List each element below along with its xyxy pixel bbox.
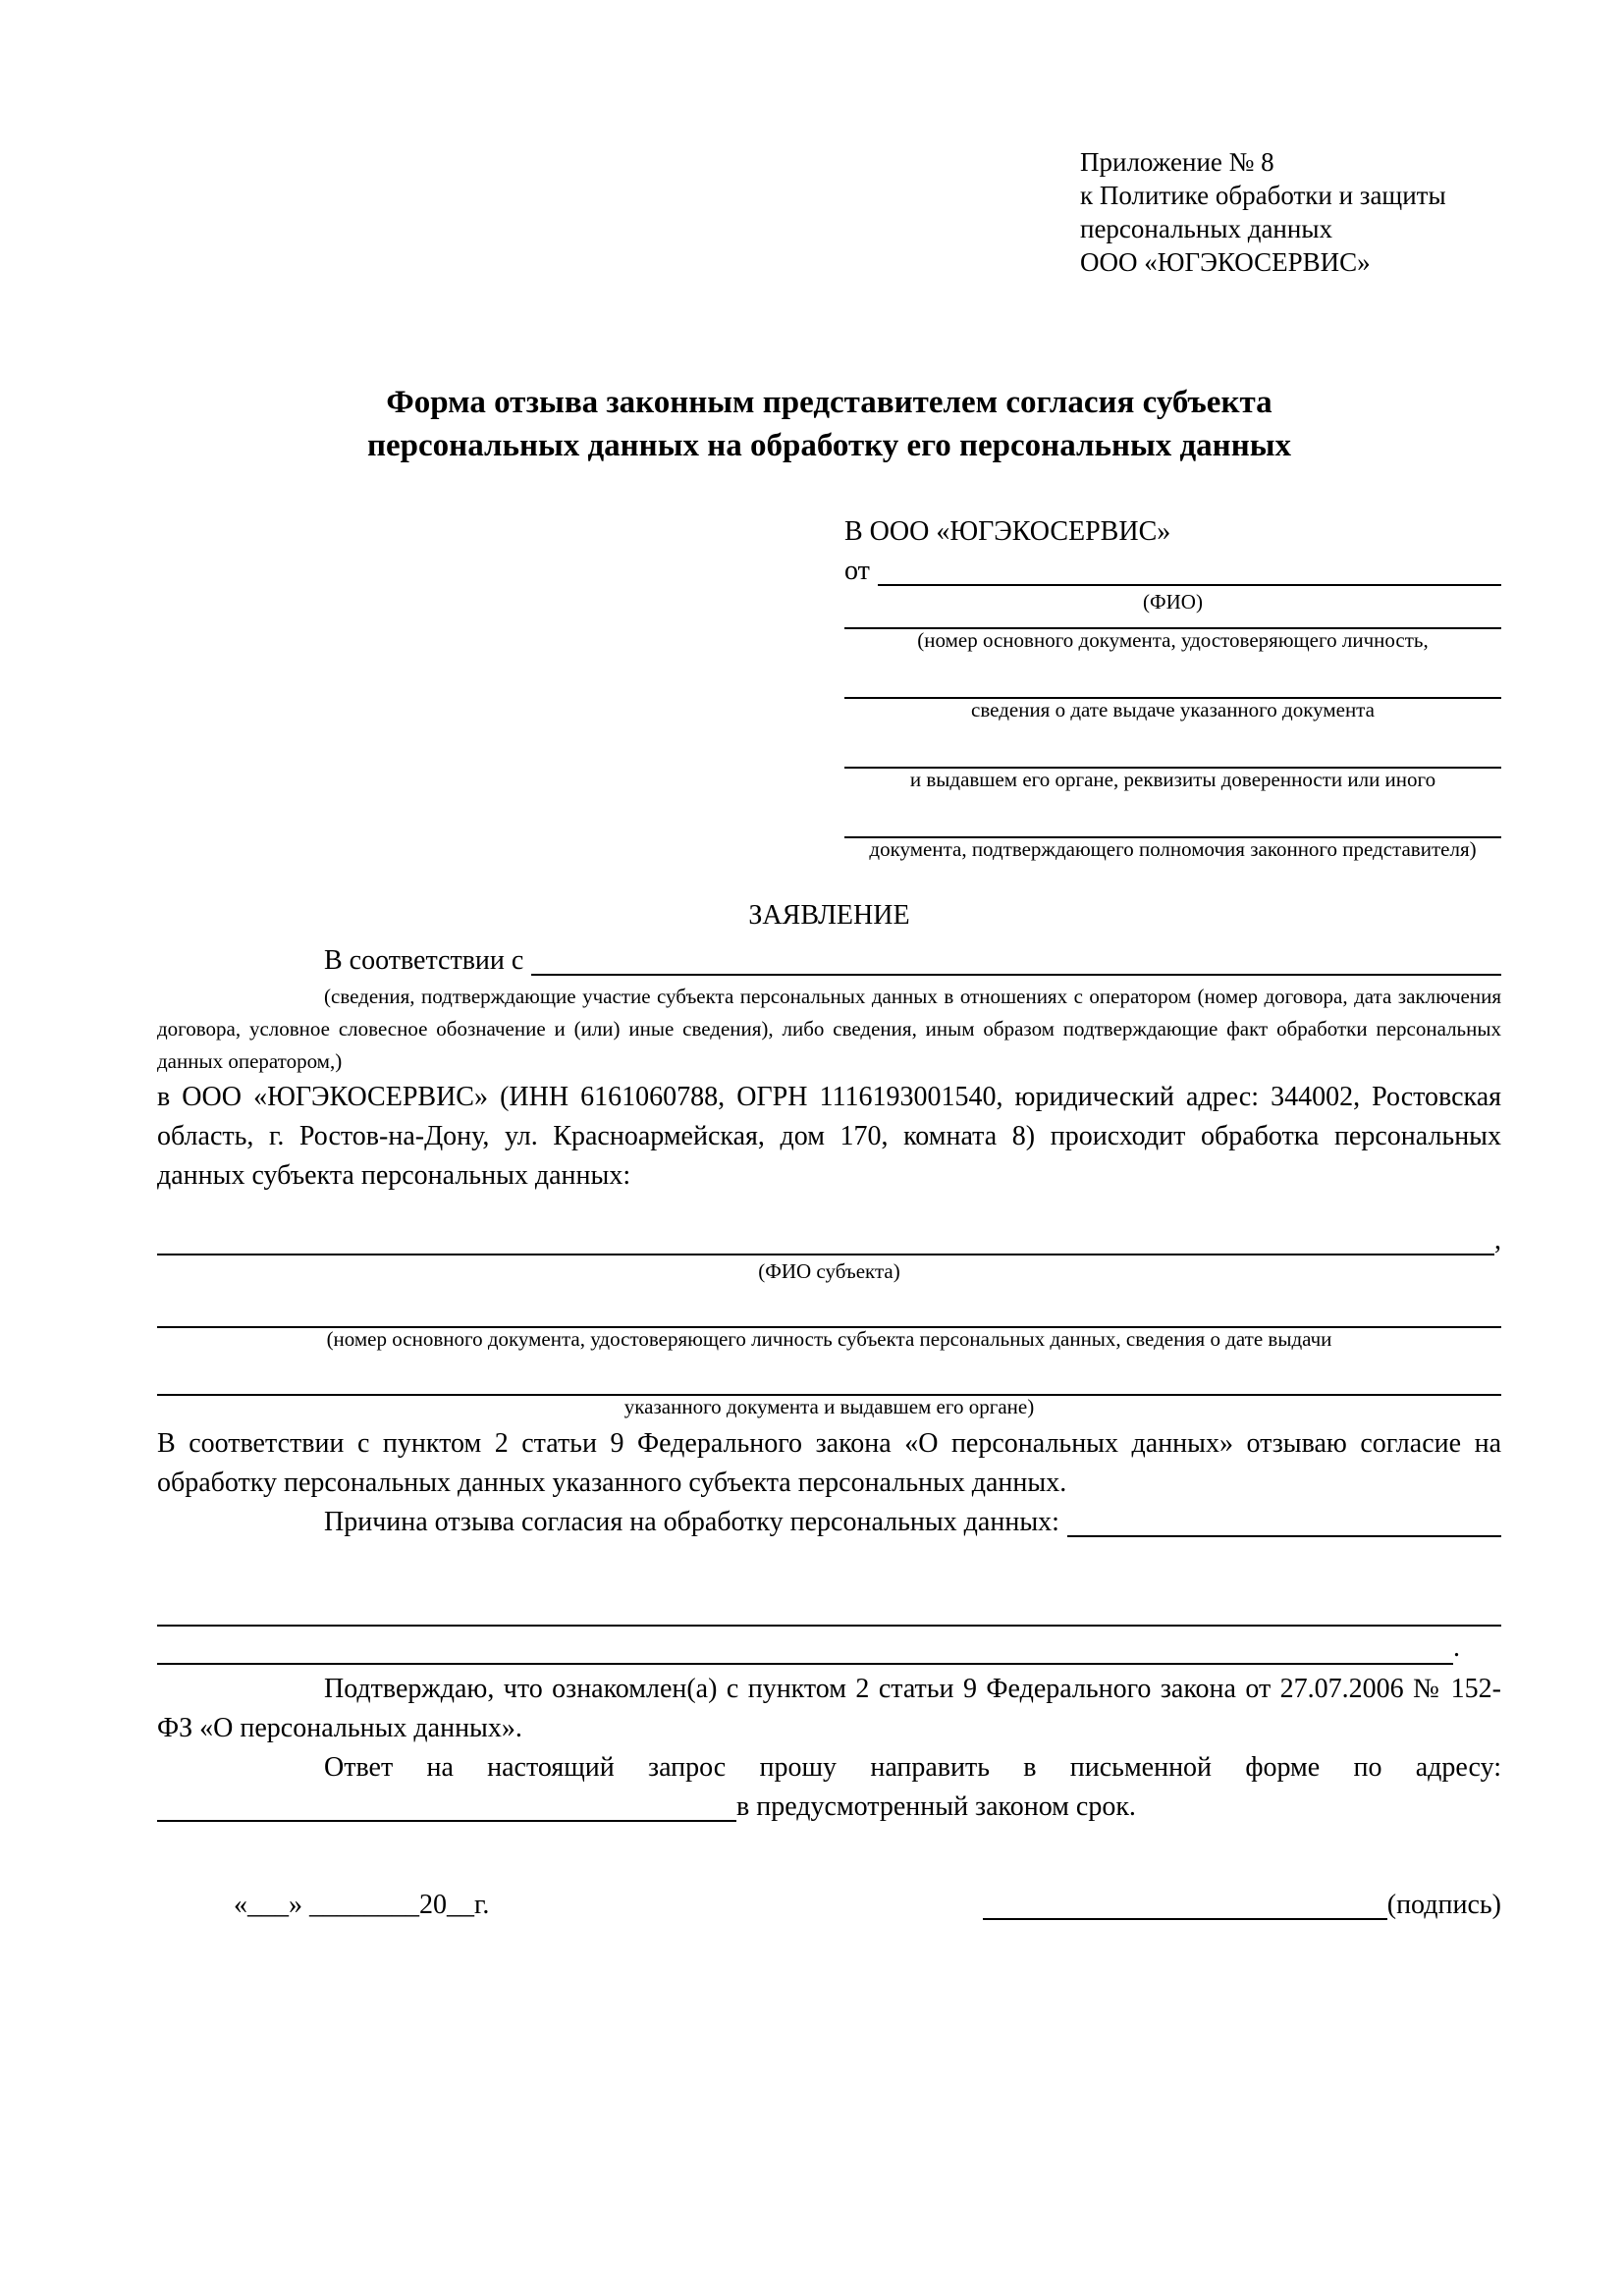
subject-doc-unit-2 xyxy=(157,1351,1501,1418)
reason-line2-period: . xyxy=(1453,1632,1460,1663)
reply-address-input-line[interactable] xyxy=(157,1788,736,1822)
intro-prefix: В соответствии с xyxy=(324,945,524,976)
withdrawal-paragraph: В соответствии с пунктом 2 статьи 9 Федерального закона «О персональных данных» отзываю согласие на обработку персональных данных указанного субъекта персональных данных. xyxy=(157,1428,1501,1498)
signature-input-line[interactable] xyxy=(983,1886,1387,1920)
subject-fio-input-line[interactable] xyxy=(157,1221,1494,1255)
operator-paragraph: в ООО «ЮГЭКОСЕРВИС» (ИНН 6161060788, ОГРН 1116193001540, юридический адрес: 344002, Ростовская область, г. Ростов-на-Дону, ул. Красноармейская, дом 170, комната 8) происходит обработка персональных данных субъекта персональных данных: xyxy=(157,1082,1501,1191)
representative-doc-input-line-3[interactable] xyxy=(844,721,1501,769)
signature-row xyxy=(157,1886,1501,1925)
subject-doc-unit-1 xyxy=(157,1283,1501,1351)
appendix-header xyxy=(1080,145,1501,279)
reason-prefix: Причина отзыва согласия на обработку персональных данных: xyxy=(324,1507,1059,1537)
appendix-header-line-3: персональных данных xyxy=(1080,214,1332,243)
subject-doc-input-line-1[interactable] xyxy=(157,1283,1501,1328)
reply-address-row xyxy=(157,1788,1501,1827)
basis-input-line[interactable] xyxy=(531,941,1501,976)
representative-doc-caption-3: и выдавшем его органе, реквизиты доверенности или иного xyxy=(909,768,1436,791)
representative-fio-input-line[interactable] xyxy=(878,552,1501,586)
representative-doc-unit-3 xyxy=(844,721,1501,791)
appendix-header-line-4: ООО «ЮГЭКОСЕРВИС» xyxy=(1080,247,1371,277)
addressee-to: В ООО «ЮГЭКОСЕРВИС» xyxy=(844,516,1171,547)
intro-row xyxy=(157,941,1501,981)
date-field[interactable]: «___» ________20__г. xyxy=(234,1890,490,1920)
representative-doc-input-line-2[interactable] xyxy=(844,652,1501,699)
document-title: Форма отзыва законным представителем согласия субъекта персональных данных на обработку его персональных данных xyxy=(367,385,1291,463)
reply-suffix: в предусмотренный законом срок. xyxy=(736,1791,1136,1822)
representative-fio-caption: (ФИО) xyxy=(1143,590,1203,614)
reason-row xyxy=(157,1503,1501,1542)
reason-extra-input-line-2[interactable] xyxy=(157,1627,1453,1665)
appendix-header-line-2: к Политике обработки и защиты xyxy=(1080,181,1446,210)
representative-doc-unit-1 xyxy=(844,614,1501,652)
representative-doc-unit-4 xyxy=(844,791,1501,861)
signature-caption: (подпись) xyxy=(1386,1890,1501,1920)
statement-heading: ЗАЯВЛЕНИЕ xyxy=(748,900,910,931)
representative-doc-caption-1: (номер основного документа, удостоверяющего личность, xyxy=(917,628,1429,652)
reason-input-line[interactable] xyxy=(1067,1503,1501,1537)
acknowledgement-paragraph: Подтверждаю, что ознакомлен(а) с пунктом 2 статьи 9 Федерального закона от 27.07.2006 № 152-ФЗ «О персональных данных». xyxy=(157,1674,1501,1743)
reason-extra-row-2 xyxy=(157,1627,1501,1670)
subject-fio-row xyxy=(157,1221,1501,1260)
representative-doc-input-line-4[interactable] xyxy=(844,791,1501,838)
subject-doc-input-line-2[interactable] xyxy=(157,1351,1501,1396)
addressee-block xyxy=(844,512,1501,861)
subject-doc-caption-2: указанного документа и выдавшем его органе) xyxy=(623,1395,1035,1418)
addressee-from-label: от xyxy=(844,556,870,586)
representative-doc-input-line-1[interactable] xyxy=(844,614,1501,629)
subject-fio-caption: (ФИО субъекта) xyxy=(758,1259,900,1283)
representative-doc-caption-2: сведения о дате выдаче указанного документа xyxy=(971,698,1375,721)
reason-extra-input-line-1[interactable] xyxy=(157,1566,1501,1627)
reply-request-paragraph: Ответ на настоящий запрос прошу направить в письменной форме по адресу: xyxy=(324,1752,1501,1783)
addressee-from-row xyxy=(844,552,1501,591)
representative-doc-unit-2 xyxy=(844,652,1501,721)
subject-fio-comma: , xyxy=(1494,1225,1501,1255)
signature-group xyxy=(983,1886,1501,1925)
representative-doc-caption-4: документа, подтверждающего полномочия законного представителя) xyxy=(869,837,1477,861)
appendix-header-line-1: Приложение № 8 xyxy=(1080,147,1274,177)
fine-print-note: (сведения, подтверждающие участие субъекта персональных данных в отношениях с оператором (номер договора, дата заключения договора, условное словесное обозначение и (или) иные сведения), либо сведения, иным образом подтверждающие факт обработки персональных данных оператором,) xyxy=(157,985,1501,1073)
subject-doc-caption-1: (номер основного документа, удостоверяющего личность субъекта персональных данных, сведения о дате выдачи xyxy=(326,1327,1332,1351)
